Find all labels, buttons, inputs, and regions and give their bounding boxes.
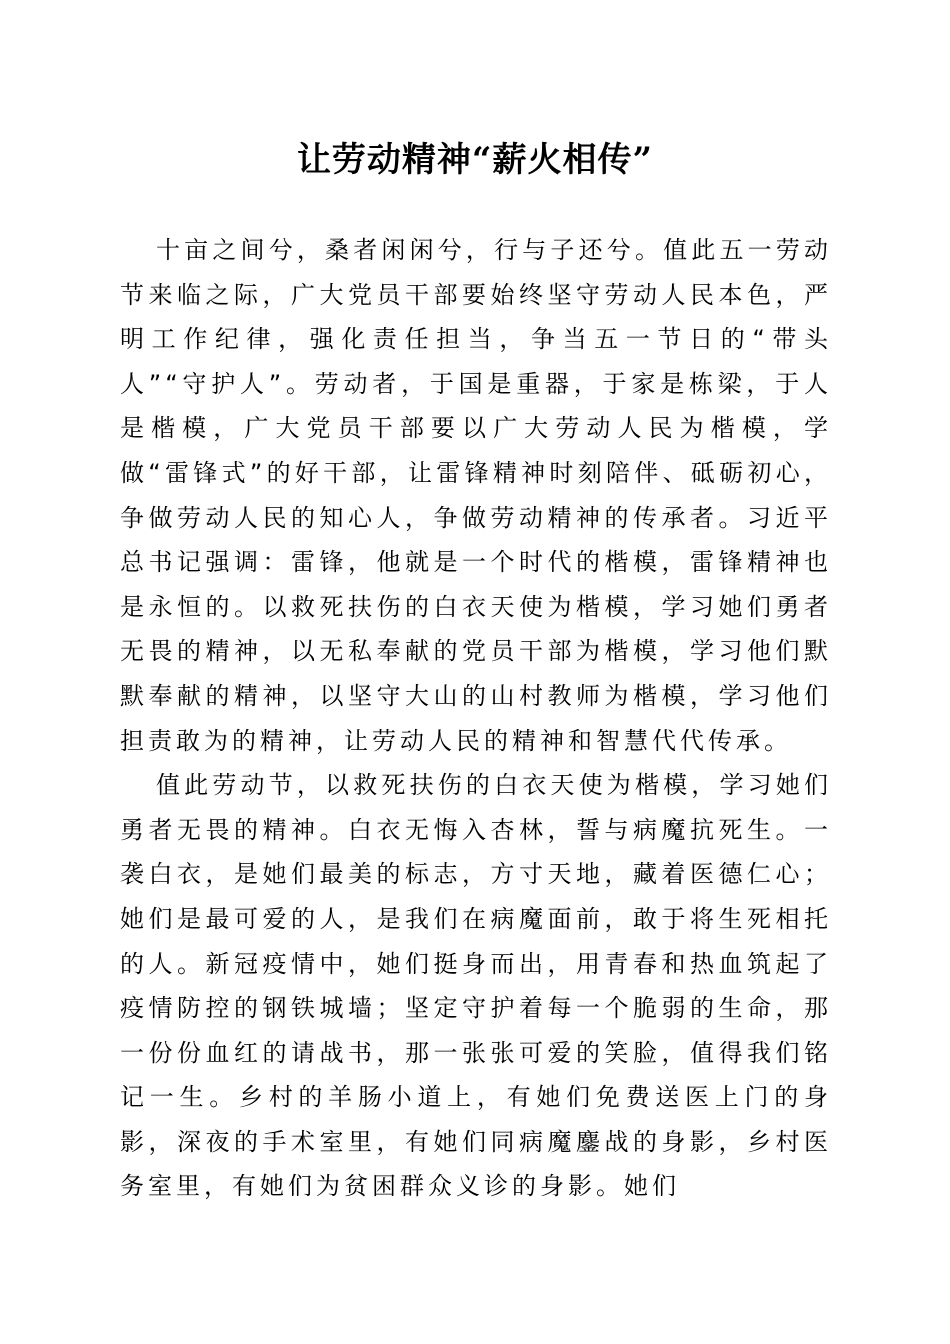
paragraph-2: 值此劳动节，以救死扶伤的白衣天使为楷模，学习她们勇者无畏的精神。白衣无悔入杏林，誓与病魔抗死生。一袭白衣，是她们最美的标志，方寸天地，藏着医德仁心；她们是最可爱的人，是我们在病魔面前，敢于将生死相托的人。新冠疫情中，她们挺身而出，用青春和热血筑起了疫情防控的钢铁城墙；坚定守护着每一个脆弱的生命，那一份份血红的请战书，那一张张可爱的笑脸，值得我们铭记一生。乡村的羊肠小道上，有她们免费送医上门的身影，深夜的手术室里，有她们同病魔鏖战的身影，乡村医务室里，有她们为贫困群众义诊的身影。她们 [120,771,832,1201]
document-title: 让劳动精神“薪火相传” [296,140,654,180]
document-body [120,228,832,1209]
paragraph-1: 十亩之间兮，桑者闲闲兮，行与子还兮。值此五一劳动节来临之际，广大党员干部要始终坚守劳动人民本色，严明工作纪律，强化责任担当，争当五一节日的“带头人”“守护人”。劳动者，于国是重器，于家是栋梁，于人是楷模，广大党员干部要以广大劳动人民为楷模，学做“雷锋式”的好干部，让雷锋精神时刻陪伴、砥砺初心，争做劳动人民的知心人，争做劳动精神的传承者。习近平总书记强调：雷锋，他就是一个时代的楷模，雷锋精神也是永恒的。以救死扶伤的白衣天使为楷模，学习她们勇者无畏的精神，以无私奉献的党员干部为楷模，学习他们默默奉献的精神，以坚守大山的山村教师为楷模，学习他们担责敢为的精神，让劳动人民的精神和智慧代代传承。 [120,236,832,755]
